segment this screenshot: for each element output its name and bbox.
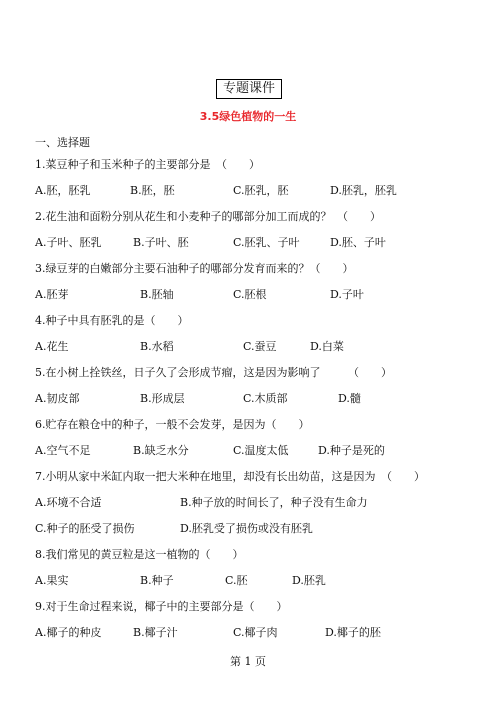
q5-option-c: C.木质部 [243,392,288,405]
question-7: 7.小明从家中米缸内取一把大米种在地里，却没有长出幼苗，这是因为 （ ） [35,470,425,483]
q4-option-b: B.水稻 [140,340,174,353]
q1-option-b: B.胚，胚 [130,184,175,197]
q7-option-c: C.种子的胚受了损伤 [35,522,135,535]
q7-option-a: A.环境不合适 [35,496,102,509]
q8-option-a: A.果实 [35,574,69,587]
q5-option-b: B.形成层 [140,392,185,405]
q6-option-a: A.空气不足 [35,444,91,457]
q2-option-c: C.胚乳、子叶 [233,236,300,249]
q6-option-d: D.种子是死的 [318,444,385,457]
q2-option-b: B.子叶、胚 [133,236,189,249]
q9-option-a: A.椰子的种皮 [35,626,102,639]
q9-option-d: D.椰子的胚 [325,626,381,639]
q5-option-d: D.髓 [338,392,361,405]
page-number: 第 1 页 [230,655,266,668]
q1-option-a: A.胚，胚乳 [35,184,91,197]
q8-option-c: C.胚 [225,574,248,587]
q7-option-b: B.种子放的时间长了，种子没有生命力 [180,496,368,509]
q1-option-c: C.胚乳，胚 [233,184,289,197]
q4-option-d: D.白菜 [310,340,344,353]
question-4: 4.种子中具有胚乳的是（ ） [35,314,189,327]
q3-option-b: B.胚轴 [140,288,174,301]
q2-option-d: D.胚、子叶 [330,236,386,249]
q7-option-d: D.胚乳受了损伤或没有胚乳 [180,522,313,535]
q8-option-b: B.种子 [140,574,174,587]
section-heading: 一、选择题 [35,136,90,149]
question-6: 6.贮存在粮仓中的种子，一般不会发芽，是因为（ ） [35,418,310,431]
q6-option-b: B.缺乏水分 [133,444,189,457]
q3-option-a: A.胚芽 [35,288,69,301]
q2-option-a: A.子叶、胚乳 [35,236,102,249]
q4-option-c: C.蚕豆 [243,340,277,353]
question-5: 5.在小树上拴铁丝，日子久了会形成节瘤，这是因为影响了 （ ） [35,366,392,379]
page-title: 专题课件 [216,79,282,99]
question-1: 1.菜豆种子和玉米种子的主要部分是 （ ） [35,158,260,171]
q9-option-c: C.椰子肉 [233,626,278,639]
question-3: 3.绿豆芽的白嫩部分主要石油种子的哪部分发育而来的？（ ） [35,262,354,275]
q3-option-d: D.子叶 [330,288,364,301]
lesson-subtitle: 3.5绿色植物的一生 [199,110,297,123]
q1-option-d: D.胚乳，胚乳 [330,184,397,197]
question-9: 9.对于生命过程来说，椰子中的主要部分是（ ） [35,600,288,613]
q5-option-a: A.韧皮部 [35,392,80,405]
question-2: 2.花生油和面粉分别从花生和小麦种子的哪部分加工而成的？ （ ） [35,210,381,223]
question-8: 8.我们常见的黄豆粒是这一植物的（ ） [35,548,244,561]
q6-option-c: C.温度太低 [233,444,289,457]
q8-option-d: D.胚乳 [292,574,326,587]
q4-option-a: A.花生 [35,340,69,353]
q3-option-c: C.胚根 [233,288,267,301]
q9-option-b: B.椰子汁 [133,626,178,639]
